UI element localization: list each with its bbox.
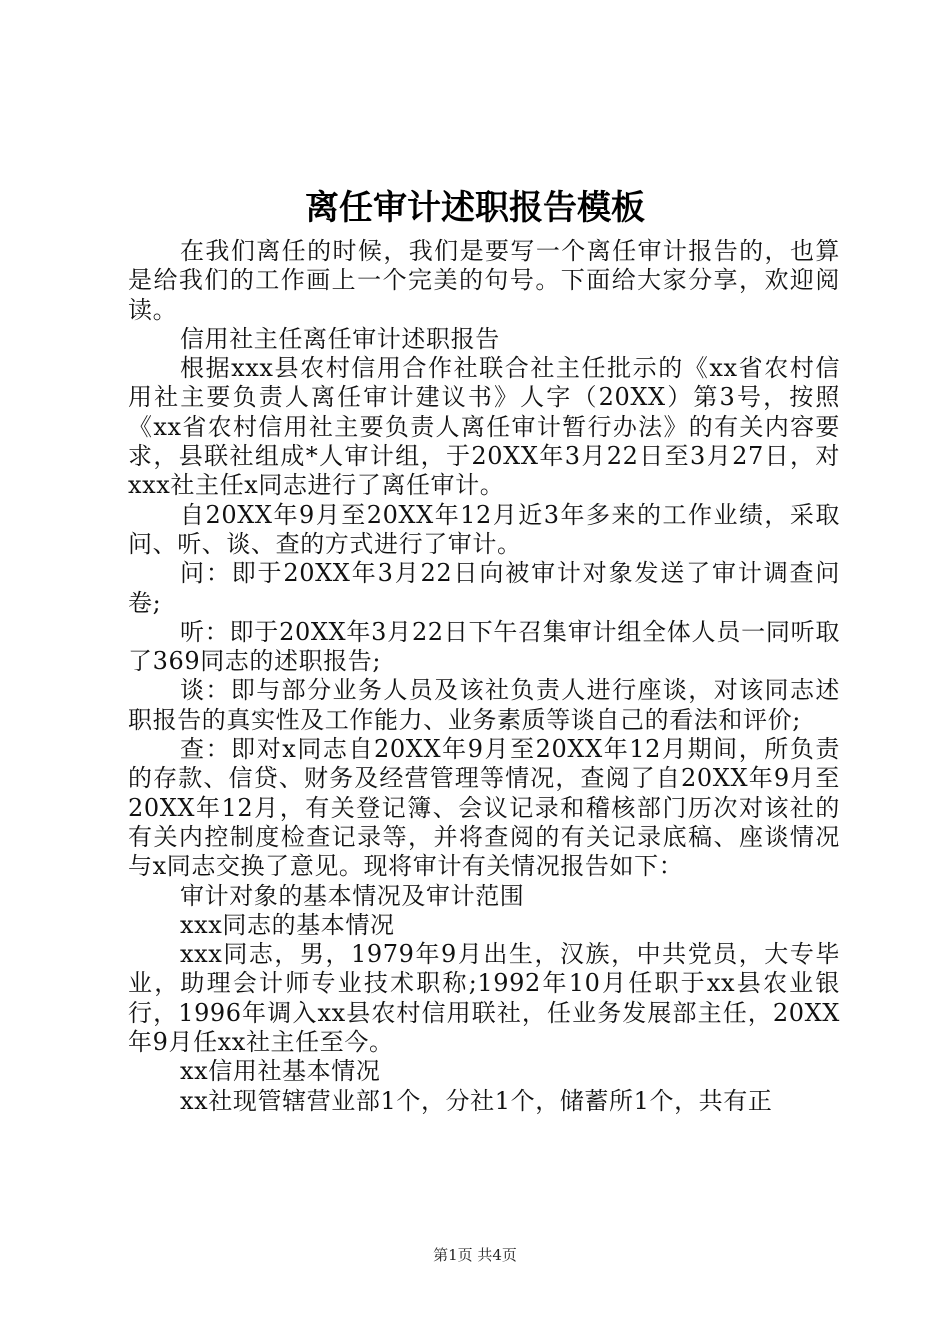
section-heading: xx信用社基本情况 [180, 1057, 381, 1086]
section-heading: 信用社主任离任审计述职报告 [180, 324, 500, 353]
paragraph: 自20XX年9月至20XX年12月近3年多来的工作业绩，采取问、听、谈、查的方式进行了审计。 [128, 500, 840, 558]
paragraph: 根据xxx县农村信用合作社联合社主任批示的《xx省农村信用社主要负责人离任审计建议书》人字（20XX）第3号，按照《xx省农村信用社主要负责人离任审计暂行办法》的有关内容要求，县联社组成*人审计组，于20XX年3月22日至3月27日，对xxx社主任x同志进行了离任审计。 [128, 354, 840, 500]
document-title: 离任审计述职报告模板 [305, 188, 645, 228]
page-footer: 第1页 共4页 [433, 1246, 517, 1264]
document-body [128, 237, 840, 1116]
section-heading: xxx同志的基本情况 [180, 910, 395, 939]
paragraph: 问：即于20XX年3月22日向被审计对象发送了审计调查问卷; [128, 559, 840, 617]
paragraph: 谈：即与部分业务人员及该社负责人进行座谈，对该同志述职报告的真实性及工作能力、业务素质等谈自己的看法和评价; [128, 676, 840, 734]
paragraph: xx社现管辖营业部1个，分社1个，储蓄所1个，共有正 [180, 1086, 773, 1115]
section-heading: 审计对象的基本情况及审计范围 [180, 881, 525, 910]
paragraph: xxx同志，男，1979年9月出生，汉族，中共党员，大专毕业，助理会计师专业技术职称;1992年10月任职于xx县农业银行，1996年调入xx县农村信用联社，任业务发展部主任，20XX年9月任xx社主任至今。 [128, 940, 840, 1057]
paragraph: 查：即对x同志自20XX年9月至20XX年12月期间，所负责的存款、信贷、财务及经营管理等情况，查阅了自20XX年9月至20XX年12月，有关登记簿、会议记录和稽核部门历次对该社的有关内控制度检查记录等，并将查阅的有关记录底稿、座谈情况与x同志交换了意见。现将审计有关情况报告如下： [128, 735, 840, 881]
paragraph: 听：即于20XX年3月22日下午召集审计组全体人员一同听取了369同志的述职报告; [128, 617, 840, 676]
intro-paragraph: 在我们离任的时候，我们是要写一个离任审计报告的，也算是给我们的工作画上一个完美的句号。下面给大家分享，欢迎阅读。 [128, 237, 840, 324]
